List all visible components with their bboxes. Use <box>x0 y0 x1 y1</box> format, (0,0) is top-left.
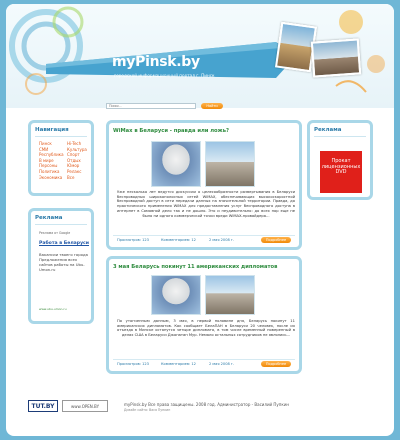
copyright-text: myPinsk.by Все права защищены. 2008 год. Администратор - Василий Пупкин <box>124 402 290 407</box>
post-date: 2 мая 2008 г. <box>209 362 234 366</box>
header <box>6 4 394 108</box>
nav-link[interactable]: Республика <box>39 152 64 158</box>
ads-left-panel <box>28 208 94 324</box>
read-more-button[interactable]: Подробнее <box>261 237 291 243</box>
post-date: 2 мая 2008 г. <box>209 238 234 242</box>
google-ads-label: Реклама от Google <box>39 231 71 235</box>
nav-link[interactable]: Спорт <box>67 152 80 158</box>
post-text: По утонченным данным, 3 мая, в первой половине дня, Беларусь покинут 11 американских дипломатов. Как сообщает БелаПАН в Беларуси 20 человек, после их отъезда в Минске останутся четыре дипломата, в том числе временный поверенный в делах США в Беларуси Джонатан Мур. Немало остальных сотрудников не являлись... <box>117 319 295 338</box>
ad-link[interactable]: Работа в Беларуси <box>39 241 90 246</box>
nav-column-1 <box>39 141 64 180</box>
post-title[interactable]: 3 мая Беларусь покинут 11 американских дипломатов <box>113 264 278 270</box>
satellite-dish-image <box>151 141 201 187</box>
post-text: Уже несколько лет ведутся дискуссии о целесообразности развертывания в Беларуси беспроводных широкополосных сетей WiMAX, обеспечивающих высокоскоростной беспроводной доступ в сети передачи данных на значительной территории. Правда, до практического применения WiMAX для предоставления услуг беспроводного доступа в интернет в Сомовной дело так и не дошло. Это и неудивительно: до всех пор еще не было ни одного коммерческой точки вреди WiMAX-провайдера... <box>117 190 295 218</box>
nav-link[interactable]: Юмор <box>67 163 80 169</box>
navigation-panel <box>28 120 94 196</box>
navigation-title: Навигация <box>35 127 69 133</box>
post-title[interactable]: WiMax в Беларуси - правда или ложь? <box>113 128 230 134</box>
post-views: Просмотров: 123 <box>117 362 149 366</box>
design-credit: Дизайн сайта: Вася Пупкин <box>124 408 171 412</box>
satellite-dish-image <box>151 275 201 315</box>
footer <box>6 396 394 436</box>
building-image <box>205 275 255 315</box>
search-input[interactable] <box>106 103 196 109</box>
page <box>6 4 394 436</box>
ads-right-panel <box>307 120 373 200</box>
nav-link[interactable]: Релакс <box>67 168 82 174</box>
post-meta <box>113 235 295 243</box>
read-more-button[interactable]: Подробнее <box>261 361 291 367</box>
divider <box>314 136 366 137</box>
nav-link[interactable]: Пинск <box>39 141 52 146</box>
building-image <box>205 141 255 187</box>
nav-link[interactable]: Экономика <box>39 174 63 180</box>
ads-left-title: Реклама <box>35 215 63 221</box>
post-comments[interactable]: Комментариев: 12 <box>161 362 196 366</box>
nav-link[interactable]: Политика <box>39 168 60 174</box>
site-logo[interactable]: myPinsk.by <box>112 54 200 70</box>
ad-url[interactable]: www.ubu-umon.ru <box>39 307 67 311</box>
nav-link[interactable]: СМИ <box>39 146 49 152</box>
city-photo-2 <box>311 38 361 77</box>
nav-link[interactable]: Персоны <box>39 163 58 169</box>
post-meta <box>113 359 295 367</box>
ads-right-title: Реклама <box>314 127 342 133</box>
post-comments[interactable]: Комментариев: 12 <box>161 238 196 242</box>
nav-link[interactable]: Hi-Tech <box>67 141 82 146</box>
nav-link[interactable]: Отдых <box>67 157 81 163</box>
nav-link[interactable]: Культура <box>67 146 87 152</box>
open-by-banner[interactable]: www.OPEN.BY <box>62 400 108 412</box>
dvd-banner[interactable]: Прокат лицензионных DVD <box>320 151 362 193</box>
news-post <box>106 120 302 250</box>
nav-column-2 <box>67 141 87 180</box>
divider <box>35 224 87 225</box>
nav-link[interactable]: В мире <box>39 157 54 163</box>
divider <box>35 136 87 137</box>
tut-by-banner[interactable]: TUT.BY <box>28 400 58 412</box>
news-post <box>106 256 302 374</box>
search-button[interactable]: Найти <box>201 103 223 109</box>
nav-link[interactable]: Все <box>67 174 75 180</box>
ad-text: Вакансии твоего города Предложения всех сайтов работы на Ubu-Umon.ru <box>39 252 88 272</box>
site-tagline: городской информационный портал г. Пинск <box>114 73 215 78</box>
post-views: Просмотров: 123 <box>117 238 149 242</box>
